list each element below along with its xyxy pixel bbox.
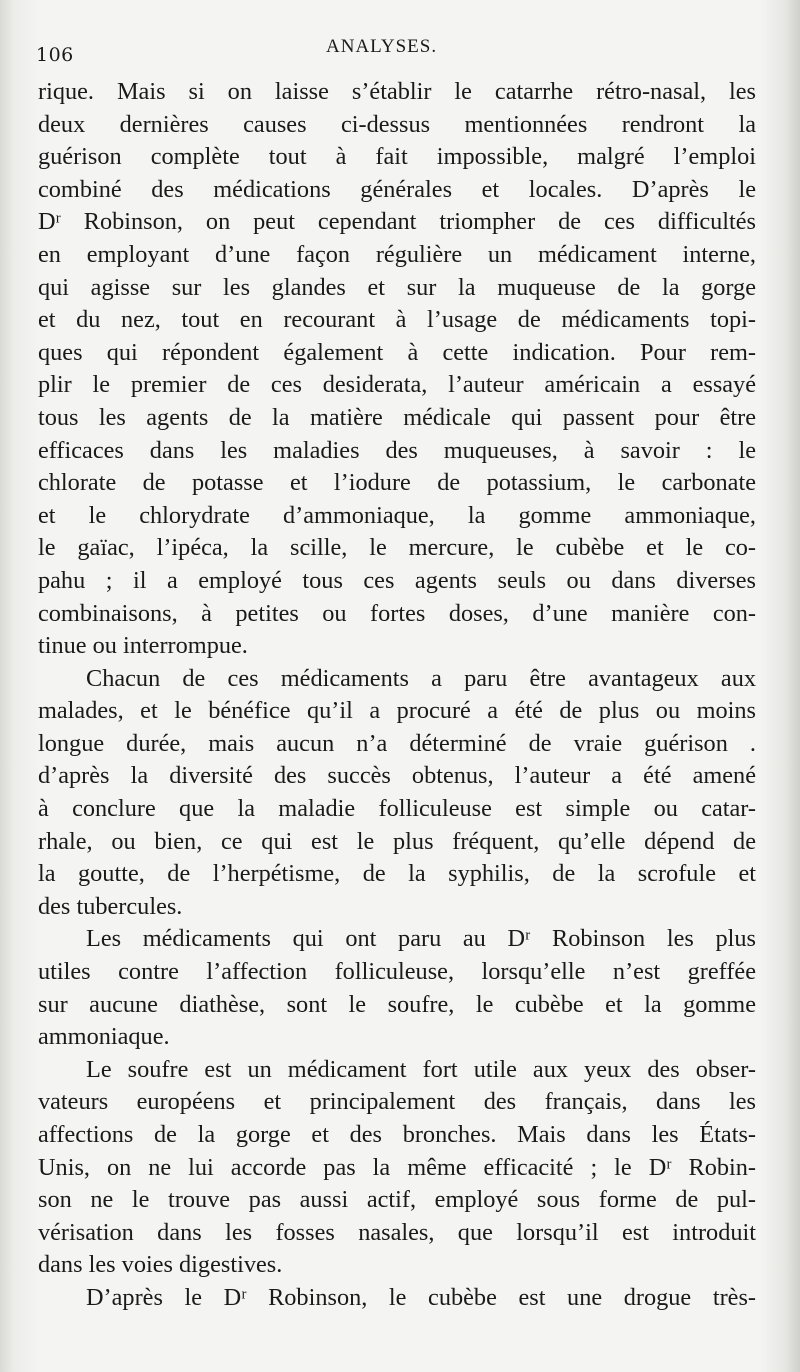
text-line: tinue ou interrompue. xyxy=(38,632,248,660)
text-line: tous les agents de la matière médicale qui passent pour être xyxy=(38,403,756,431)
text-line: chlorate de potasse et l’iodure de potassium, le carbonate xyxy=(38,469,756,497)
text-line: rhale, ou bien, ce qui est le plus fréquent, qu’elle dépend de xyxy=(38,827,756,855)
text-line: Unis, on ne lui accorde pas la même efficacité ; le Dʳ Robin- xyxy=(38,1153,756,1181)
text-line: malades, et le bénéfice qu’il a procuré a été de plus ou moins xyxy=(38,697,756,725)
body-text xyxy=(38,76,756,1315)
text-line: combinaisons, à petites ou fortes doses, d’une manière con- xyxy=(38,599,756,627)
text-line: vateurs européens et principalement des français, dans les xyxy=(38,1088,756,1116)
text-line: des tubercules. xyxy=(38,892,183,920)
text-line: Chacun de ces médicaments a paru être avantageux aux xyxy=(86,664,756,692)
text-line: à conclure que la maladie folliculeuse est simple ou catar- xyxy=(38,795,756,823)
text-line: son ne le trouve pas aussi actif, employé sous forme de pul- xyxy=(38,1186,756,1214)
text-line: et du nez, tout en recourant à l’usage de médicaments topi- xyxy=(38,306,756,334)
text-line: ques qui répondent également à cette indication. Pour rem- xyxy=(38,338,756,366)
text-line: le gaïac, l’ipéca, la scille, le mercure, le cubèbe et le co- xyxy=(38,534,756,562)
text-line: Les médicaments qui ont paru au Dʳ Robinson les plus xyxy=(86,925,756,953)
text-line: D’après le Dʳ Robinson, le cubèbe est une drogue très- xyxy=(86,1283,756,1311)
text-line: Dʳ Robinson, on peut cependant triompher de ces difficultés xyxy=(38,208,756,236)
page-number: 106 xyxy=(36,44,74,66)
text-line: la goutte, de l’herpétisme, de la syphilis, de la scrofule et xyxy=(38,860,756,888)
text-line: sur aucune diathèse, sont le soufre, le cubèbe et la gomme xyxy=(38,990,756,1018)
text-line: qui agisse sur les glandes et sur la muqueuse de la gorge xyxy=(38,273,756,301)
text-line: deux dernières causes ci-dessus mentionnées rendront la xyxy=(38,110,756,138)
text-line: affections de la gorge et des bronches. Mais dans les États- xyxy=(38,1121,756,1148)
text-line: plir le premier de ces desiderata, l’auteur américain a essayé xyxy=(38,371,756,399)
text-line: en employant d’une façon régulière un médicament interne, xyxy=(38,240,756,268)
text-line: combiné des médications générales et locales. D’après le xyxy=(38,175,756,203)
text-line: et le chlorydrate d’ammoniaque, la gomme ammoniaque, xyxy=(38,501,756,529)
text-line: dans les voies digestives. xyxy=(38,1251,283,1279)
text-line: Le soufre est un médicament fort utile aux yeux des obser- xyxy=(86,1055,756,1083)
text-line: efficaces dans les maladies des muqueuses, à savoir : le xyxy=(38,436,756,464)
text-line: rique. Mais si on laisse s’établir le catarrhe rétro-nasal, les xyxy=(38,78,756,105)
text-line: utiles contre l’affection folliculeuse, lorsqu’elle n’est greffée xyxy=(38,958,756,986)
running-head: ANALYSES. xyxy=(326,36,438,57)
text-line: ammoniaque. xyxy=(38,1023,170,1051)
text-line: d’après la diversité des succès obtenus, l’auteur a été amené xyxy=(38,762,756,790)
text-line: longue durée, mais aucun n’a déterminé de vraie guérison . xyxy=(38,729,756,757)
text-line: vérisation dans les fosses nasales, que lorsqu’il est introduit xyxy=(38,1218,756,1246)
text-line: pahu ; il a employé tous ces agents seuls ou dans diverses xyxy=(38,566,756,594)
page-header xyxy=(36,36,756,70)
text-line: guérison complète tout à fait impossible, malgré l’emploi xyxy=(38,143,756,171)
